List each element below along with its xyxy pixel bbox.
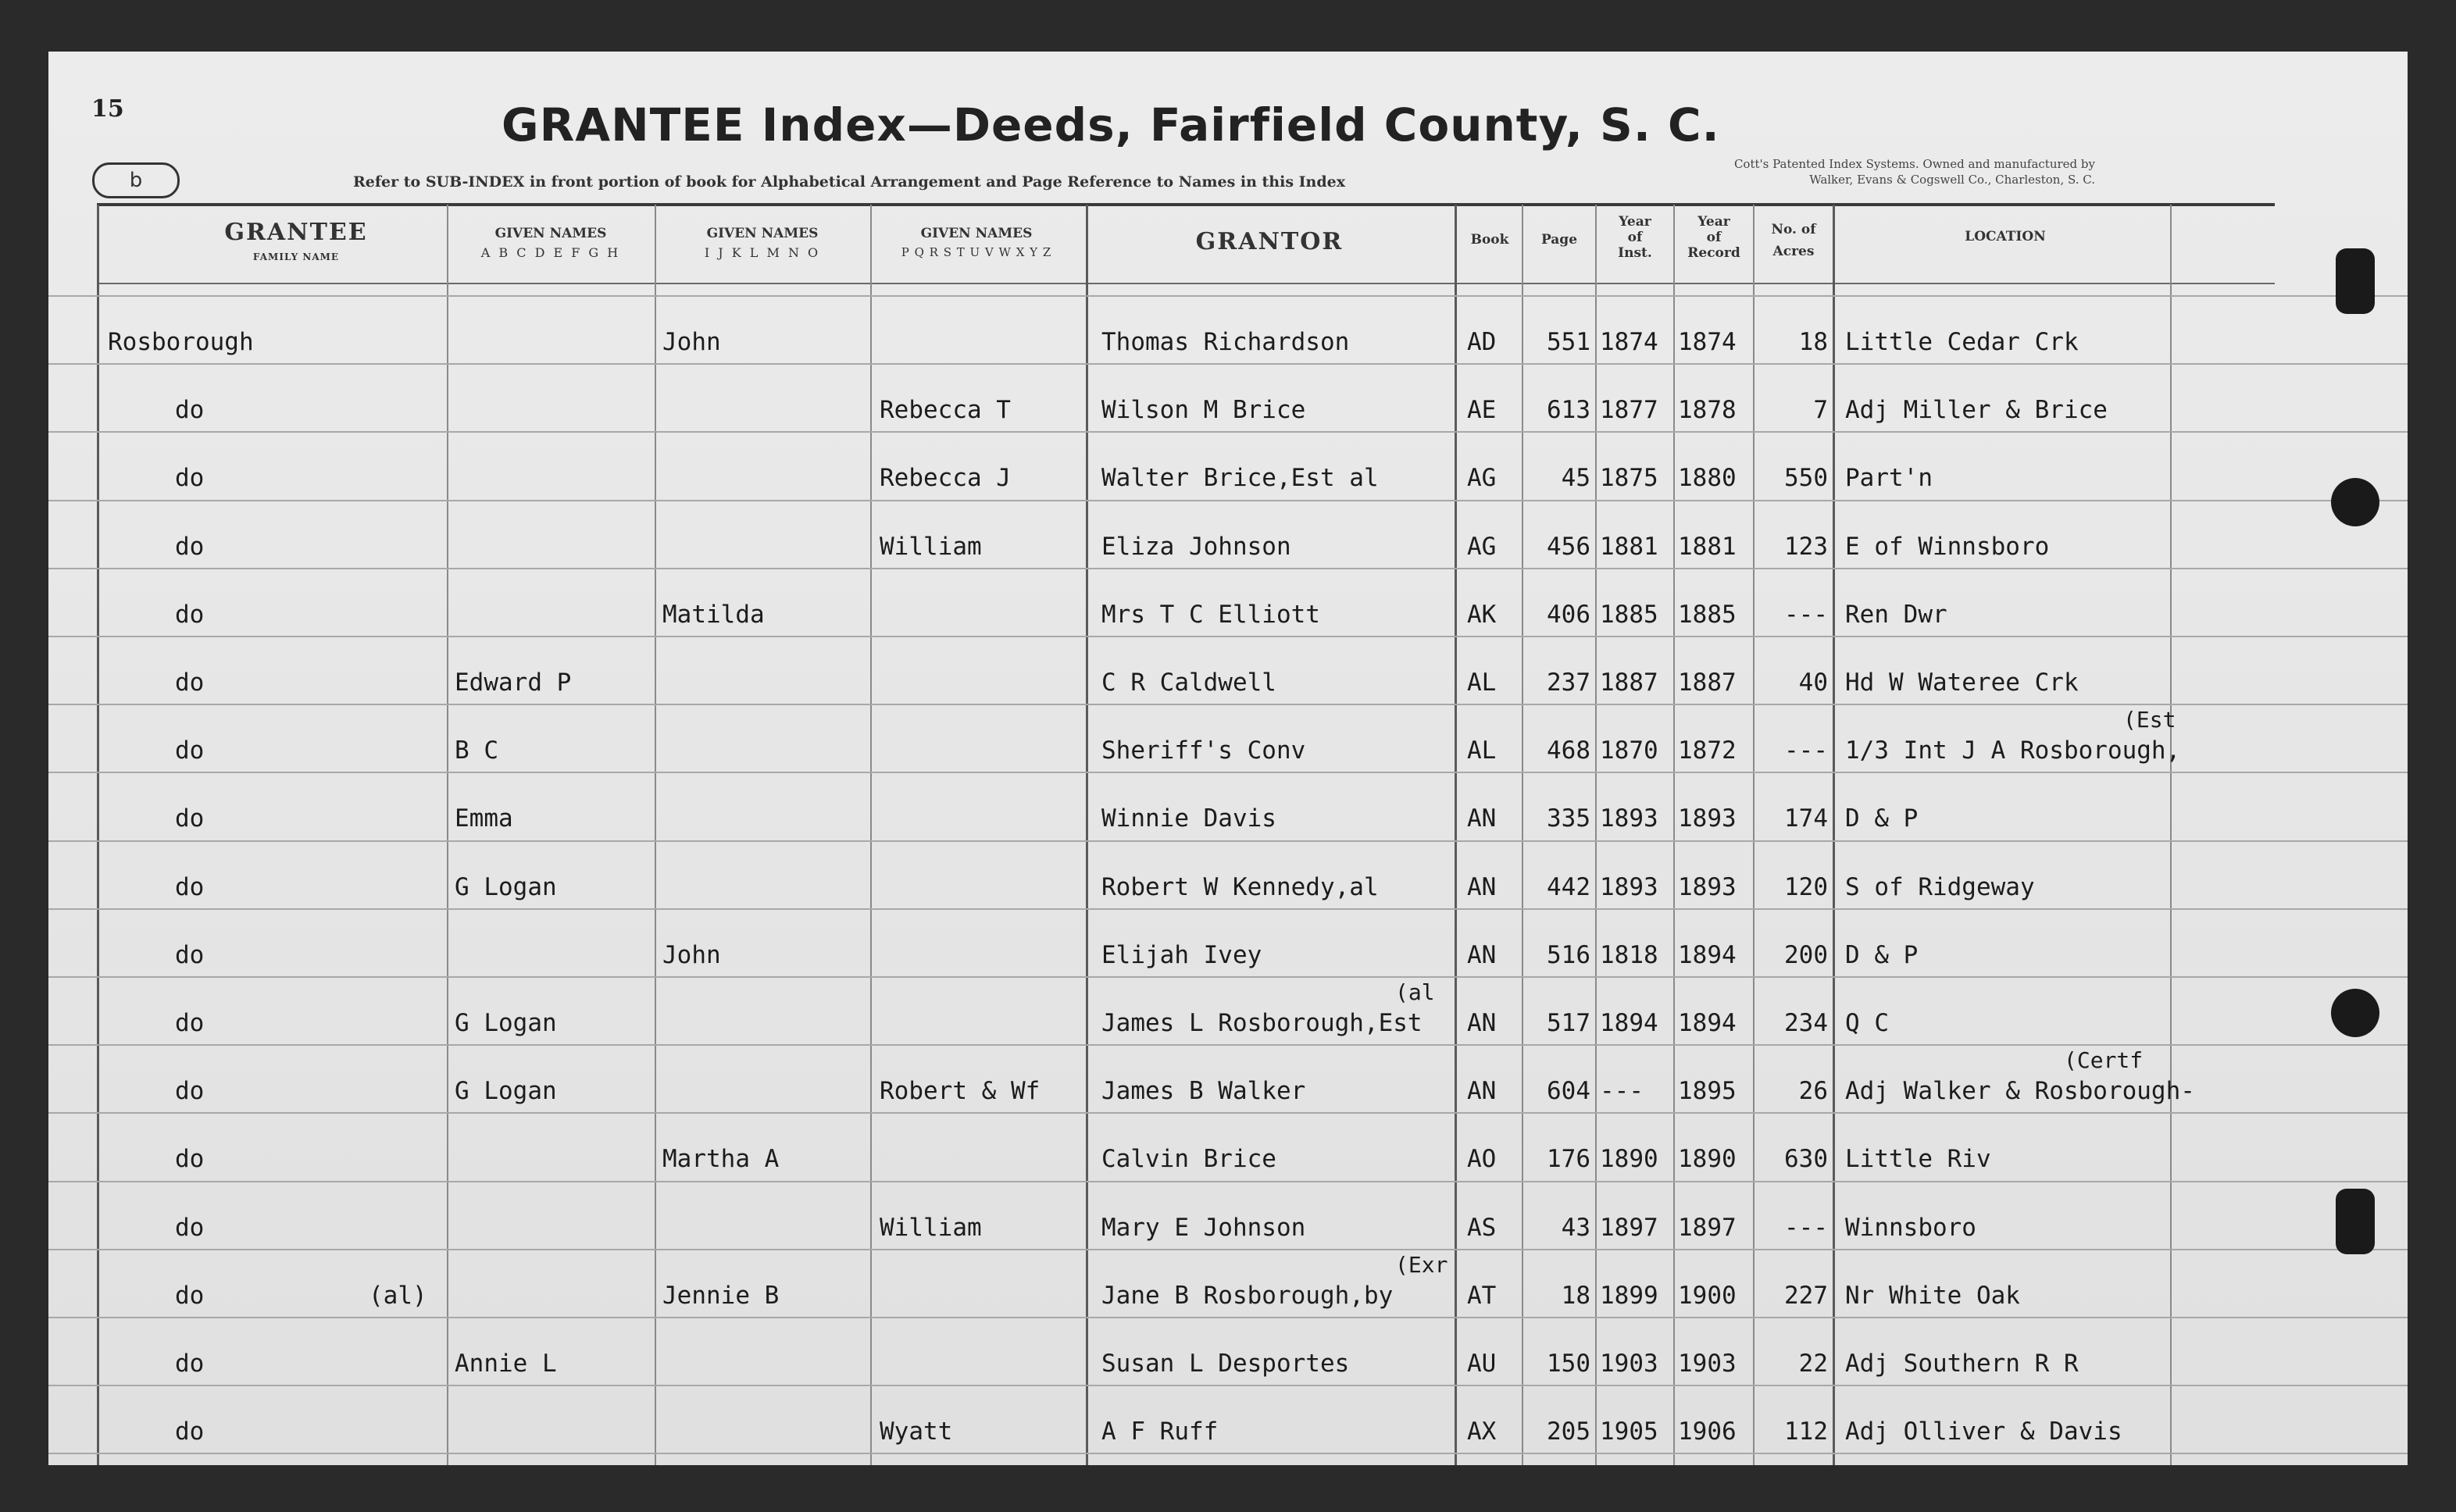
family-name-cell: do bbox=[175, 872, 205, 901]
grantor-cell: Calvin Brice bbox=[1101, 1145, 1276, 1174]
grantor-cell: Walter Brice,Est al bbox=[1101, 464, 1379, 493]
family-name-cell: do bbox=[175, 1009, 205, 1037]
header-grantee: GRANTEE bbox=[224, 219, 368, 246]
year-inst-cell: 1905 bbox=[1600, 1418, 1658, 1446]
maker-credit bbox=[1533, 156, 2095, 187]
year-record-cell: 1890 bbox=[1678, 1145, 1737, 1174]
grantor-cell: Sheriff's Conv bbox=[1101, 736, 1306, 765]
table-row bbox=[48, 843, 2408, 911]
page-number: 15 bbox=[91, 95, 124, 123]
family-name-cell: do bbox=[175, 1350, 205, 1378]
acres-cell: 550 bbox=[1784, 464, 1828, 493]
page-cell: 516 bbox=[1547, 940, 1590, 969]
family-name-cell: do bbox=[175, 669, 205, 697]
location-cell: Nr White Oak bbox=[1845, 1281, 2020, 1310]
acres-cell: 123 bbox=[1784, 532, 1828, 561]
family-name-cell: do bbox=[175, 532, 205, 561]
year-inst-cell: 1875 bbox=[1600, 464, 1658, 493]
family-name-cell: do bbox=[175, 600, 205, 629]
header-given-names-p: GIVEN NAMES bbox=[920, 226, 1033, 241]
acres-cell: --- bbox=[1784, 600, 1828, 629]
header-given-p-letters: P Q R S T U V W X Y Z bbox=[901, 245, 1052, 259]
header-acres: No. of Acres bbox=[1771, 222, 1816, 259]
acres-cell: 40 bbox=[1798, 669, 1828, 697]
year-record-cell: 1894 bbox=[1678, 1009, 1737, 1037]
header-bottom-rule bbox=[97, 283, 2275, 284]
location-cell: E of Winnsboro bbox=[1845, 532, 2050, 561]
grantor-cell: James B Walker bbox=[1101, 1077, 1306, 1106]
header-year-record: Year of Record bbox=[1687, 214, 1740, 261]
binder-slot bbox=[2336, 1189, 2375, 1254]
location-cell: Little Riv bbox=[1845, 1145, 1991, 1174]
page-cell: 237 bbox=[1547, 669, 1590, 697]
page-cell: 335 bbox=[1547, 804, 1590, 833]
mark-cell: (al) bbox=[369, 1281, 427, 1310]
given-i-cell: John bbox=[662, 940, 721, 969]
book-cell: AT bbox=[1467, 1281, 1497, 1310]
page-cell: 613 bbox=[1547, 396, 1590, 425]
grantor-cell: Elijah Ivey bbox=[1101, 940, 1262, 969]
year-inst-cell: 1870 bbox=[1600, 736, 1658, 765]
given-a-cell: Emma bbox=[455, 804, 513, 833]
acres-cell: 22 bbox=[1798, 1350, 1828, 1378]
location-cell: Adj Miller & Brice bbox=[1845, 396, 2108, 425]
header-year-inst: Year of Inst. bbox=[1618, 214, 1652, 261]
acres-cell: --- bbox=[1784, 736, 1828, 765]
given-a-cell: Annie L bbox=[455, 1350, 557, 1378]
year-record-cell: 1906 bbox=[1678, 1418, 1737, 1446]
location-cell: D & P bbox=[1845, 940, 1919, 969]
year-record-cell: 1880 bbox=[1678, 464, 1737, 493]
acres-cell: 227 bbox=[1784, 1281, 1828, 1310]
location-cell: Adj Walker & Rosborough- bbox=[1845, 1077, 2195, 1106]
year-record-cell: 1897 bbox=[1678, 1213, 1737, 1242]
given-i-cell: Martha A bbox=[662, 1145, 780, 1174]
family-name-cell: Rosborough bbox=[108, 328, 254, 356]
family-name-cell: do bbox=[175, 1281, 205, 1310]
book-cell: AD bbox=[1467, 328, 1497, 356]
book-cell: AL bbox=[1467, 736, 1497, 765]
year-inst-cell: 1890 bbox=[1600, 1145, 1658, 1174]
table-row bbox=[48, 1047, 2408, 1114]
given-a-cell: Edward P bbox=[455, 669, 572, 697]
page-cell: 43 bbox=[1561, 1213, 1590, 1242]
family-name-cell: do bbox=[175, 940, 205, 969]
year-record-cell: 1900 bbox=[1678, 1281, 1737, 1310]
acres-cell: 26 bbox=[1798, 1077, 1828, 1106]
location-cell: Hd W Wateree Crk bbox=[1845, 669, 2079, 697]
year-record-cell: 1885 bbox=[1678, 600, 1737, 629]
acres-cell: 200 bbox=[1784, 940, 1828, 969]
page-cell: 150 bbox=[1547, 1350, 1590, 1378]
page-cell: 18 bbox=[1561, 1281, 1590, 1310]
family-name-cell: do bbox=[175, 736, 205, 765]
page-cell: 517 bbox=[1547, 1009, 1590, 1037]
table-row bbox=[48, 1184, 2408, 1251]
location-cell: Part'n bbox=[1845, 464, 1933, 493]
binder-hole bbox=[2331, 478, 2379, 526]
table-row bbox=[48, 571, 2408, 638]
grantor-note: (al bbox=[1395, 979, 1435, 1005]
maker-line-2: Walker, Evans & Cogswell Co., Charleston, S. C. bbox=[1809, 173, 2095, 187]
location-note: (Est bbox=[2123, 707, 2176, 733]
book-cell: AN bbox=[1467, 872, 1497, 901]
acres-cell: --- bbox=[1784, 1213, 1828, 1242]
book-cell: AU bbox=[1467, 1350, 1497, 1378]
location-cell: Q C bbox=[1845, 1009, 1889, 1037]
header-location: LOCATION bbox=[1965, 229, 2046, 244]
header-top-rule bbox=[97, 203, 2275, 206]
book-cell: AK bbox=[1467, 600, 1497, 629]
given-p-cell: Rebecca J bbox=[880, 464, 1011, 493]
grantor-cell: Mrs T C Elliott bbox=[1101, 600, 1320, 629]
grantor-cell: James L Rosborough,Est bbox=[1101, 1009, 1423, 1037]
location-note: (Certf bbox=[2064, 1047, 2144, 1074]
year-record-cell: 1903 bbox=[1678, 1350, 1737, 1378]
header-page: Page bbox=[1540, 232, 1578, 248]
table-row bbox=[48, 1115, 2408, 1182]
location-cell: 1/3 Int J A Rosborough, bbox=[1845, 736, 2181, 765]
year-record-cell: 1878 bbox=[1678, 396, 1737, 425]
year-inst-cell: 1899 bbox=[1600, 1281, 1658, 1310]
book-cell: AG bbox=[1467, 464, 1497, 493]
family-name-cell: do bbox=[175, 1077, 205, 1106]
book-cell: AX bbox=[1467, 1418, 1497, 1446]
page-cell: 205 bbox=[1547, 1418, 1590, 1446]
given-a-cell: B C bbox=[455, 736, 498, 765]
page-cell: 456 bbox=[1547, 532, 1590, 561]
book-cell: AG bbox=[1467, 532, 1497, 561]
given-i-cell: Matilda bbox=[662, 600, 765, 629]
table-row bbox=[48, 639, 2408, 706]
book-cell: AN bbox=[1467, 1009, 1497, 1037]
grantor-cell: Robert W Kennedy,al bbox=[1101, 872, 1379, 901]
given-i-cell: Jennie B bbox=[662, 1281, 780, 1310]
family-name-cell: do bbox=[175, 1213, 205, 1242]
acres-cell: 18 bbox=[1798, 328, 1828, 356]
table-row bbox=[48, 979, 2408, 1047]
table-row bbox=[48, 775, 2408, 842]
given-p-cell: William bbox=[880, 532, 982, 561]
year-inst-cell: 1874 bbox=[1600, 328, 1658, 356]
grantor-cell: Winnie Davis bbox=[1101, 804, 1276, 833]
given-a-cell: G Logan bbox=[455, 1009, 557, 1037]
given-a-cell: G Logan bbox=[455, 1077, 557, 1106]
year-inst-cell: 1897 bbox=[1600, 1213, 1658, 1242]
page-cell: 551 bbox=[1547, 328, 1590, 356]
given-p-cell: William bbox=[880, 1213, 982, 1242]
maker-line-1: Cott's Patented Index Systems. Owned and manufactured by bbox=[1733, 157, 2095, 171]
header-given-names-i: GIVEN NAMES bbox=[706, 226, 819, 241]
acres-cell: 7 bbox=[1813, 396, 1828, 425]
acres-cell: 112 bbox=[1784, 1418, 1828, 1446]
grantor-cell: Eliza Johnson bbox=[1101, 532, 1291, 561]
location-cell: S of Ridgeway bbox=[1845, 872, 2035, 901]
table-row bbox=[48, 298, 2408, 366]
grantor-cell: Wilson M Brice bbox=[1101, 396, 1306, 425]
given-p-cell: Robert & Wf bbox=[880, 1077, 1041, 1106]
location-cell: Ren Dwr bbox=[1845, 600, 1947, 629]
book-cell: AN bbox=[1467, 1077, 1497, 1106]
year-record-cell: 1893 bbox=[1678, 872, 1737, 901]
year-inst-cell: 1893 bbox=[1600, 804, 1658, 833]
year-record-cell: 1874 bbox=[1678, 328, 1737, 356]
location-cell: D & P bbox=[1845, 804, 1919, 833]
year-inst-cell: 1885 bbox=[1600, 600, 1658, 629]
page-cell: 468 bbox=[1547, 736, 1590, 765]
year-record-cell: 1893 bbox=[1678, 804, 1737, 833]
year-inst-cell: 1881 bbox=[1600, 532, 1658, 561]
page-cell: 176 bbox=[1547, 1145, 1590, 1174]
grantor-cell: A F Ruff bbox=[1101, 1418, 1219, 1446]
page-cell: 604 bbox=[1547, 1077, 1590, 1106]
binder-slot bbox=[2336, 248, 2375, 314]
table-row bbox=[48, 503, 2408, 570]
year-record-cell: 1887 bbox=[1678, 669, 1737, 697]
year-record-cell: 1894 bbox=[1678, 940, 1737, 969]
table-row bbox=[48, 911, 2408, 979]
book-cell: AO bbox=[1467, 1145, 1497, 1174]
header-given-i-letters: I J K L M N O bbox=[704, 245, 821, 260]
year-inst-cell: 1903 bbox=[1600, 1350, 1658, 1378]
page-cell: 45 bbox=[1561, 464, 1590, 493]
book-cell: AS bbox=[1467, 1213, 1497, 1242]
acres-cell: 630 bbox=[1784, 1145, 1828, 1174]
location-cell: Adj Olliver & Davis bbox=[1845, 1418, 2122, 1446]
book-cell: AN bbox=[1467, 804, 1497, 833]
grantor-cell: Mary E Johnson bbox=[1101, 1213, 1306, 1242]
family-name-cell: do bbox=[175, 804, 205, 833]
tab-label: b bbox=[92, 162, 180, 198]
header-grantor: GRANTOR bbox=[1195, 228, 1344, 255]
acres-cell: 120 bbox=[1784, 872, 1828, 901]
given-p-cell: Wyatt bbox=[880, 1418, 953, 1446]
year-inst-cell: --- bbox=[1600, 1077, 1644, 1106]
header-grantee-sub: FAMILY NAME bbox=[252, 251, 340, 262]
given-p-cell: Rebecca T bbox=[880, 396, 1011, 425]
acres-cell: 174 bbox=[1784, 804, 1828, 833]
family-name-cell: do bbox=[175, 1145, 205, 1174]
index-card bbox=[48, 52, 2408, 1465]
location-cell: Winnsboro bbox=[1845, 1213, 1976, 1242]
header-book: Book bbox=[1470, 232, 1509, 248]
book-cell: AN bbox=[1467, 940, 1497, 969]
table-row bbox=[48, 707, 2408, 774]
page-title: GRANTEE Index—Deeds, Fairfield County, S. C. bbox=[502, 98, 1720, 152]
grantor-note: (Exr bbox=[1395, 1251, 1448, 1278]
given-a-cell: G Logan bbox=[455, 872, 557, 901]
grantor-cell: Susan L Desportes bbox=[1101, 1350, 1350, 1378]
binder-hole bbox=[2331, 989, 2379, 1037]
header-given-names-a: GIVEN NAMES bbox=[494, 226, 607, 241]
year-record-cell: 1881 bbox=[1678, 532, 1737, 561]
subtitle: Refer to SUB-INDEX in front portion of book for Alphabetical Arrangement and Page Reference to Names in this Index bbox=[353, 173, 1346, 191]
given-i-cell: John bbox=[662, 328, 721, 356]
acres-cell: 234 bbox=[1784, 1009, 1828, 1037]
family-name-cell: do bbox=[175, 1418, 205, 1446]
grantor-cell: C R Caldwell bbox=[1101, 669, 1276, 697]
table-row bbox=[48, 1320, 2408, 1387]
year-inst-cell: 1887 bbox=[1600, 669, 1658, 697]
year-inst-cell: 1894 bbox=[1600, 1009, 1658, 1037]
year-record-cell: 1895 bbox=[1678, 1077, 1737, 1106]
book-cell: AE bbox=[1467, 396, 1497, 425]
year-inst-cell: 1818 bbox=[1600, 940, 1658, 969]
location-cell: Little Cedar Crk bbox=[1845, 328, 2079, 356]
book-cell: AL bbox=[1467, 669, 1497, 697]
year-record-cell: 1872 bbox=[1678, 736, 1737, 765]
table-row bbox=[48, 1252, 2408, 1319]
table-row bbox=[48, 434, 2408, 501]
family-name-cell: do bbox=[175, 464, 205, 493]
table-row bbox=[48, 1388, 2408, 1455]
header-given-a-letters: A B C D E F G H bbox=[480, 245, 621, 260]
table-row bbox=[48, 366, 2408, 433]
grantor-cell: Thomas Richardson bbox=[1101, 328, 1350, 356]
family-name-cell: do bbox=[175, 396, 205, 425]
ruled-line bbox=[48, 295, 2408, 297]
page-cell: 442 bbox=[1547, 872, 1590, 901]
page-cell: 406 bbox=[1547, 600, 1590, 629]
year-inst-cell: 1893 bbox=[1600, 872, 1658, 901]
grantor-cell: Jane B Rosborough,by bbox=[1101, 1281, 1394, 1310]
location-cell: Adj Southern R R bbox=[1845, 1350, 2079, 1378]
year-inst-cell: 1877 bbox=[1600, 396, 1658, 425]
